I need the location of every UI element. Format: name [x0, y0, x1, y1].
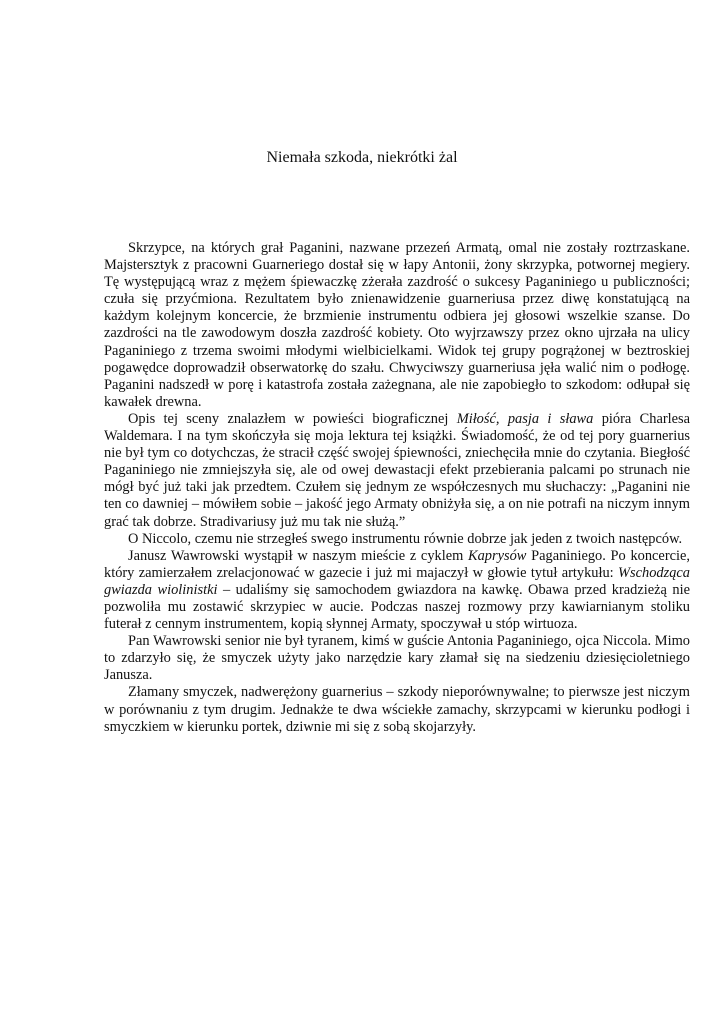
page-title: Niemała szkoda, niekrótki żal — [266, 149, 458, 166]
paragraph-text: Złamany smyczek, nadwerężony guarnerius – szkody nieporównywalne; to pierwsze jest niczym w porównaniu z tym drugim. Jednakże te dwa wściekłe zamachy, skrzypcami w kierunku podłogi i smyczkiem w kierunku portek, dziwnie mi się z sobą skojarzyły. — [104, 684, 690, 735]
paragraph-text: Paganiniego. Po koncercie, który zamierzałem zrelacjonować w gazecie i już mi majaczył w głowie tytuł artykułu: — [104, 547, 690, 581]
paragraph-text: – udaliśmy się samochodem gwiazdora na kawkę. Obawa przed kradzieżą nie pozwoliła mu zostawić skrzypiec w aucie. Podczas naszej rozmowy przy kawiarnianym stoliku futerał z cennym instrumentem, kopią słynnej Armaty, spoczywał u stóp wirtuoza. — [104, 581, 690, 633]
paragraph-text: Janusz Wawrowski wystąpił w naszym mieście z cyklem — [128, 547, 469, 564]
italic-title-text: Miłość, pasja i sława — [456, 410, 594, 427]
paragraph — [104, 411, 690, 531]
paragraph — [104, 240, 690, 411]
paragraph — [104, 633, 690, 684]
paragraph-text: Skrzypce, na których grał Paganini, nazwane przezeń Armatą, omal nie zostały roztrzaskane. Majstersztyk z pracowni Guarneriego dostał się w łapy Antonii, żony skrzypka, potwornej megiery. Tę występującą wraz z mężem śpiewaczkę zżerała zazdrość o sukcesy Paganiniego u publiczności; czuła się przyćmiona. Rezultatem było znienawidzenie guarneriusa przez diwę konstatującą na każdym kolejnym koncercie, że brzmienie instrumentu odbiera jej głosowi wszelkie szanse. Do zazdrości na tle zawodowym doszła zazdrość kobiety. Oto wyjrzawszy przez okno ujrzała na ulicy Paganiniego z trzema swoimi młodymi wielbicielkami. Widok tej grupy pogrążonej w beztroskiej pogawędce doprowadził obserwatorkę do szału. Chwyciwszy guarneriusa jęła walić nim o podłogę. Paganini nadszedł w porę i katastrofa została zażegnana, ale nie zapobiegło to szkodom: odłupał się kawałek drewna. — [104, 240, 690, 410]
paragraph-text: O Niccolo, czemu nie strzegłeś swego instrumentu równie dobrze jak jeden z twoich następców. — [128, 530, 683, 547]
paragraph — [104, 548, 690, 633]
paragraph — [104, 684, 690, 735]
paragraph-text: pióra Charlesa Waldemara. I na tym skończyła się moja lektura tej książki. Świadomość, że od tej pory guarnerius nie był tym co dotychczas, że stracił część swojej śpiewności, zniechęciła mnie do czytania. Biegłość Paganiniego nie zmniejszyła się, ale od owej dewastacji efekt przebierania palcami po strunach nie mógł być już taki jak przedtem. Czułem się jednym ze współczesnych mu słuchaczy: „Paganini nie ten co dawniej – mówiłem sobie – jakość jego Armaty obniżyła się, a on nie potrafi na niczym innym grać tak dobrze. Stradivariusy już mu tak nie służą.” — [104, 410, 690, 530]
paragraph-text: Opis tej sceny znalazłem w powieści biograficznej — [128, 410, 457, 427]
paragraph-text: Pan Wawrowski senior nie był tyranem, kimś w guście Antonia Paganiniego, ojca Niccola. Mimo to zdarzyło się, że smyczek użyty jako narzędzie kary złamał się na siedzeniu dziesięcioletniego Janusza. — [104, 633, 690, 684]
paragraph — [104, 531, 690, 548]
italic-title-text: Kaprysów — [468, 547, 527, 564]
italic-title-text: Wschodząca gwiazda wiolinistki — [104, 564, 690, 598]
document-body — [104, 240, 690, 736]
